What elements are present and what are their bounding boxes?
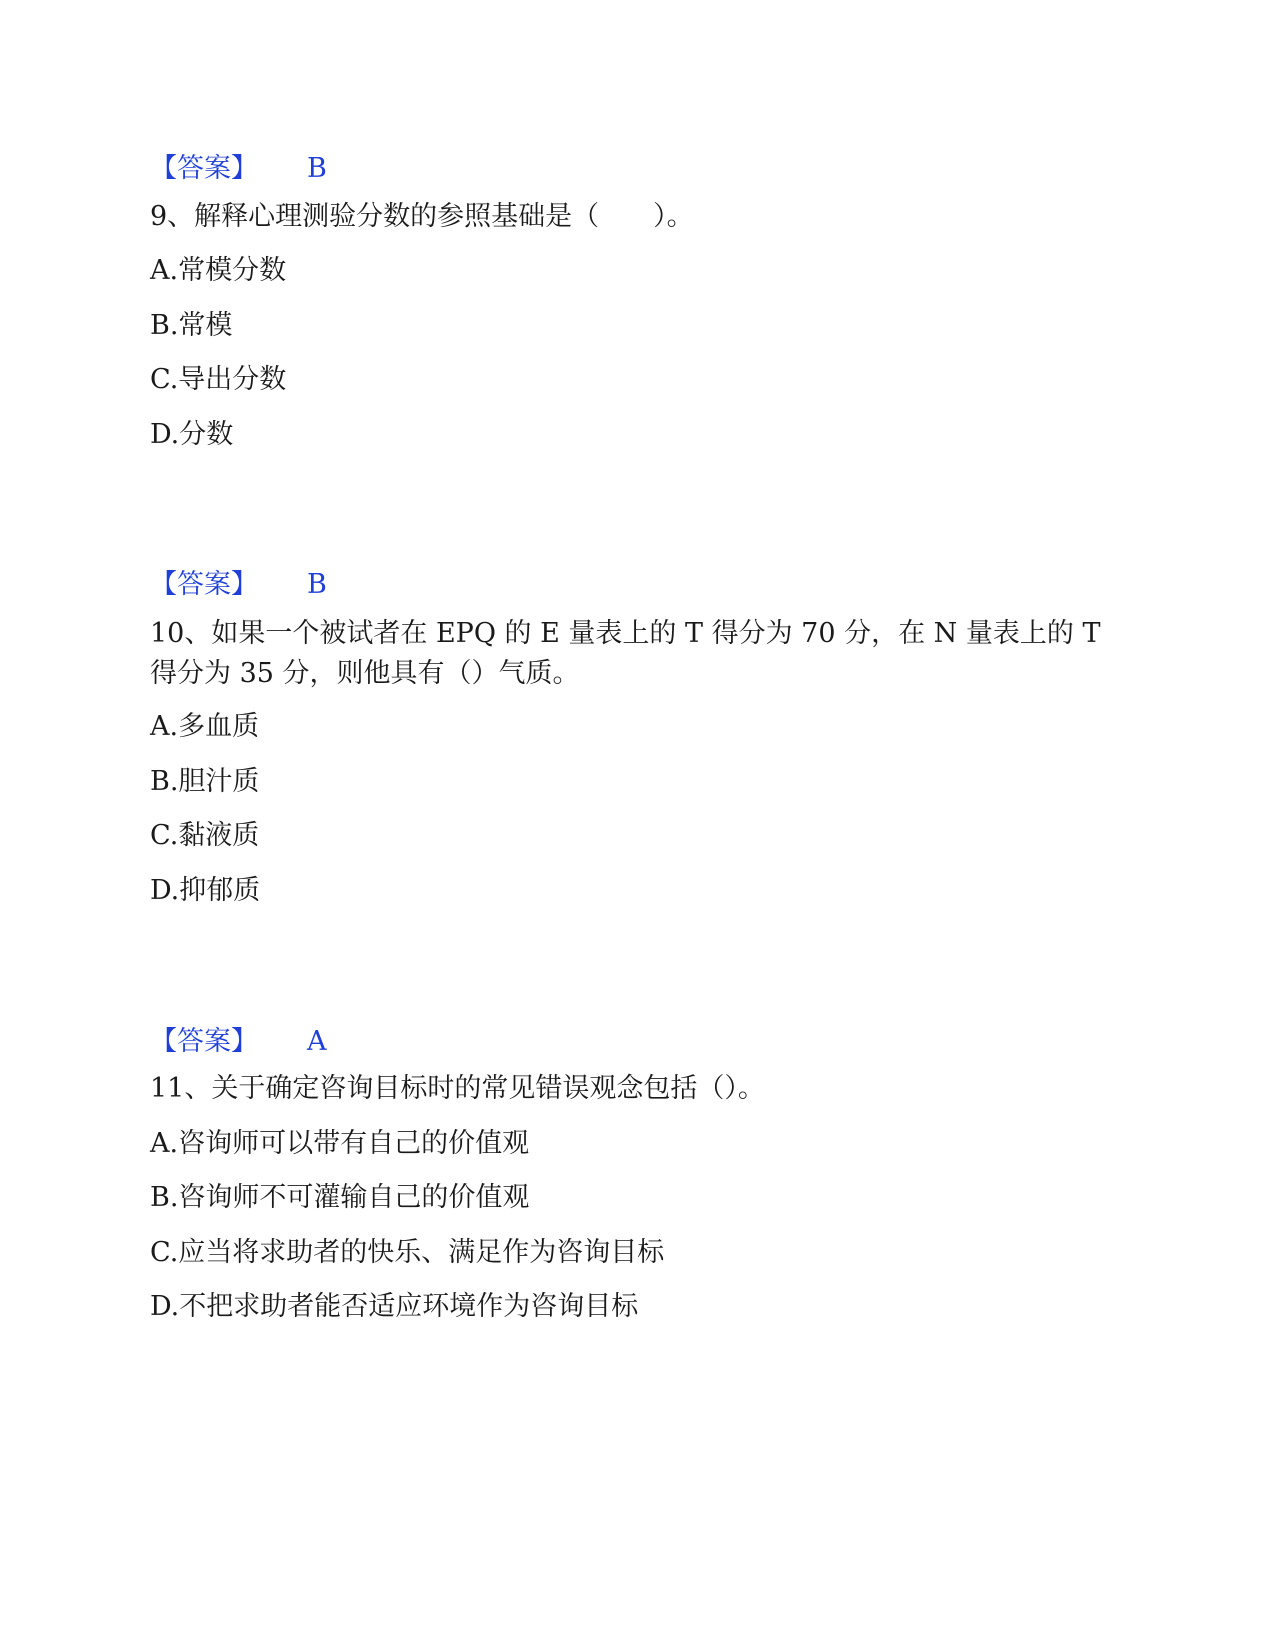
answer-line xyxy=(150,1025,327,1059)
answer-label: 【答案】 xyxy=(150,569,258,600)
option-b: B.常模 xyxy=(150,310,233,341)
option-c: C.导出分数 xyxy=(150,364,287,395)
option-b: B.咨询师不可灌输自己的价值观 xyxy=(150,1182,530,1213)
option-d: D.分数 xyxy=(150,419,234,450)
option-d: D.抑郁质 xyxy=(150,875,261,906)
option-c: C.应当将求助者的快乐、满足作为咨询目标 xyxy=(150,1237,665,1268)
answer-line xyxy=(150,568,327,602)
answer-line xyxy=(150,152,327,186)
question-text: 10、如果一个被试者在 EPQ 的 E 量表上的 T 得分为 70 分，在 N 量表上的 T 得分为 35 分，则他具有（）气质。 xyxy=(150,618,1101,689)
answer-value: B xyxy=(307,153,327,184)
option-a: A.咨询师可以带有自己的价值观 xyxy=(150,1128,530,1159)
answer-label: 【答案】 xyxy=(150,1026,258,1057)
answer-label: 【答案】 xyxy=(150,153,258,184)
answer-value: A xyxy=(307,1026,327,1057)
question-text: 11、关于确定咨询目标时的常见错误观念包括（）。 xyxy=(150,1073,765,1104)
option-a: A.多血质 xyxy=(150,711,260,742)
option-a: A.常模分数 xyxy=(150,255,287,286)
option-b: B.胆汁质 xyxy=(150,766,260,797)
question-text: 9、解释心理测验分数的参照基础是（ ）。 xyxy=(150,201,694,232)
answer-value: B xyxy=(307,569,327,600)
option-c: C.黏液质 xyxy=(150,820,260,851)
option-d: D.不把求助者能否适应环境作为咨询目标 xyxy=(150,1291,639,1322)
